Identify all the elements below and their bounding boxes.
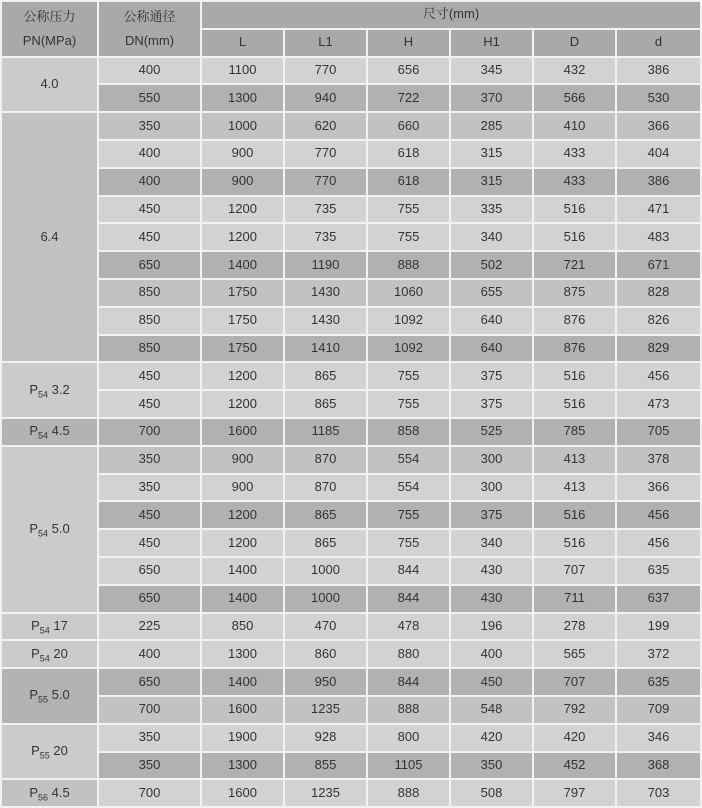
- dimension-value-cell-d: 386: [616, 168, 701, 196]
- table-row: [1, 418, 701, 446]
- dn-cell: 450: [98, 362, 201, 390]
- dn-cell: 400: [98, 640, 201, 668]
- table-row: [1, 696, 701, 724]
- dim-column-header-d: d: [616, 29, 701, 57]
- dn-cell: 850: [98, 307, 201, 335]
- dimension-value-cell-D: 721: [533, 251, 616, 279]
- dimension-value-cell-D: 413: [533, 446, 616, 474]
- dimension-value-cell-H: 554: [367, 446, 450, 474]
- dimension-value-cell-H1: 300: [450, 446, 533, 474]
- table-row: [1, 390, 701, 418]
- dimension-value-cell-d: 456: [616, 529, 701, 557]
- dimension-value-cell-d: 530: [616, 84, 701, 112]
- dimension-value-cell-L1: 1410: [284, 335, 367, 363]
- dimension-value-cell-H1: 340: [450, 529, 533, 557]
- dimension-value-cell-d: 386: [616, 57, 701, 85]
- dimension-value-cell-L1: 770: [284, 140, 367, 168]
- dimension-value-cell-L: 1300: [201, 84, 284, 112]
- table-row: [1, 168, 701, 196]
- dimension-value-cell-H: 1092: [367, 335, 450, 363]
- table-row: [1, 362, 701, 390]
- dimension-value-cell-H: 888: [367, 779, 450, 807]
- dimension-value-cell-L1: 1235: [284, 696, 367, 724]
- dn-cell: 350: [98, 724, 201, 752]
- dimension-value-cell-L: 900: [201, 168, 284, 196]
- dimension-value-cell-H1: 450: [450, 668, 533, 696]
- dimension-value-cell-H1: 300: [450, 474, 533, 502]
- dimension-value-cell-H1: 370: [450, 84, 533, 112]
- header-nominal-diameter-cn: 公称通径: [123, 8, 176, 24]
- dn-cell: 400: [98, 168, 201, 196]
- dimension-value-cell-L: 850: [201, 613, 284, 641]
- dimension-value-cell-L: 1300: [201, 752, 284, 780]
- table-row: [1, 446, 701, 474]
- dimension-value-cell-D: 516: [533, 196, 616, 224]
- table-row: [1, 779, 701, 807]
- dimension-value-cell-L1: 1235: [284, 779, 367, 807]
- table-row: [1, 84, 701, 112]
- dimension-value-cell-d: 709: [616, 696, 701, 724]
- pressure-group-cell: $P_{54}$ 20: [1, 640, 98, 668]
- dimension-value-cell-L1: 860: [284, 640, 367, 668]
- dim-column-header-H1: H1: [450, 29, 533, 57]
- table-row: [1, 307, 701, 335]
- dimension-value-cell-D: 433: [533, 140, 616, 168]
- dimension-value-cell-D: 876: [533, 307, 616, 335]
- dimension-value-cell-d: 456: [616, 362, 701, 390]
- table-row: [1, 557, 701, 585]
- header-dimensions-title: 尺寸(mm): [201, 1, 701, 29]
- dimension-value-cell-L: 1100: [201, 57, 284, 85]
- dimension-value-cell-H: 755: [367, 529, 450, 557]
- dimension-value-cell-H: 1105: [367, 752, 450, 780]
- dimension-value-cell-L: 1750: [201, 279, 284, 307]
- dimension-value-cell-D: 516: [533, 501, 616, 529]
- dimension-value-cell-L1: 950: [284, 668, 367, 696]
- dimension-value-cell-L1: 735: [284, 196, 367, 224]
- dim-column-header-H: H: [367, 29, 450, 57]
- dimension-value-cell-D: 413: [533, 474, 616, 502]
- dimension-value-cell-L: 1600: [201, 696, 284, 724]
- dimension-value-cell-d: 366: [616, 474, 701, 502]
- dimension-value-cell-d: 404: [616, 140, 701, 168]
- dimension-value-cell-H: 618: [367, 168, 450, 196]
- dimension-value-cell-D: 565: [533, 640, 616, 668]
- dimension-value-cell-H1: 285: [450, 112, 533, 140]
- dimension-value-cell-H1: 375: [450, 501, 533, 529]
- dimension-value-cell-H1: 640: [450, 307, 533, 335]
- dimension-value-cell-H1: 655: [450, 279, 533, 307]
- dn-cell: 650: [98, 668, 201, 696]
- dimension-value-cell-H: 656: [367, 57, 450, 85]
- dimension-value-cell-H1: 345: [450, 57, 533, 85]
- dimension-value-cell-H1: 420: [450, 724, 533, 752]
- dn-cell: 350: [98, 752, 201, 780]
- dimension-value-cell-L1: 1185: [284, 418, 367, 446]
- table-row: [1, 613, 701, 641]
- dn-cell: 550: [98, 84, 201, 112]
- dimension-value-cell-L1: 1430: [284, 307, 367, 335]
- dn-cell: 850: [98, 279, 201, 307]
- dimension-value-cell-L: 1750: [201, 307, 284, 335]
- dimension-value-cell-H1: 430: [450, 585, 533, 613]
- dimension-value-cell-H1: 548: [450, 696, 533, 724]
- dimension-value-cell-L: 900: [201, 140, 284, 168]
- dimension-value-cell-H1: 196: [450, 613, 533, 641]
- dimension-value-cell-d: 635: [616, 557, 701, 585]
- dimension-value-cell-L1: 1000: [284, 557, 367, 585]
- dimension-value-cell-D: 516: [533, 529, 616, 557]
- dimension-value-cell-L: 1200: [201, 362, 284, 390]
- dimension-value-cell-d: 828: [616, 279, 701, 307]
- dimension-value-cell-D: 707: [533, 668, 616, 696]
- table-body: [1, 57, 701, 808]
- table-header: [1, 1, 701, 57]
- dn-cell: 850: [98, 335, 201, 363]
- pressure-group-cell: $P_{55}$ 20: [1, 724, 98, 780]
- dn-cell: 450: [98, 501, 201, 529]
- header-nominal-pressure-cn: 公称压力: [23, 8, 76, 24]
- dimension-value-cell-H1: 350: [450, 752, 533, 780]
- dimension-value-cell-H1: 640: [450, 335, 533, 363]
- dimension-value-cell-H: 880: [367, 640, 450, 668]
- dimension-value-cell-D: 410: [533, 112, 616, 140]
- dimension-value-cell-D: 433: [533, 168, 616, 196]
- dimension-value-cell-d: 473: [616, 390, 701, 418]
- dimension-value-cell-d: 635: [616, 668, 701, 696]
- dn-cell: 650: [98, 557, 201, 585]
- dimension-value-cell-L: 1600: [201, 418, 284, 446]
- dimension-value-cell-L1: 928: [284, 724, 367, 752]
- dimension-value-cell-H: 888: [367, 696, 450, 724]
- dimension-value-cell-d: 471: [616, 196, 701, 224]
- dn-cell: 700: [98, 696, 201, 724]
- table-row: [1, 724, 701, 752]
- table-row: [1, 668, 701, 696]
- dimension-value-cell-H: 755: [367, 196, 450, 224]
- dimension-value-cell-L1: 870: [284, 446, 367, 474]
- dimension-value-cell-d: 637: [616, 585, 701, 613]
- dimension-value-cell-d: 456: [616, 501, 701, 529]
- dimension-value-cell-H: 478: [367, 613, 450, 641]
- dimension-value-cell-L1: 470: [284, 613, 367, 641]
- table-row: [1, 501, 701, 529]
- header-row-top: [1, 1, 701, 29]
- dimension-value-cell-H1: 315: [450, 168, 533, 196]
- table-row: [1, 140, 701, 168]
- dn-cell: 400: [98, 140, 201, 168]
- dimension-value-cell-L: 1200: [201, 529, 284, 557]
- pressure-group-cell: $P_{54}$ 3.2: [1, 362, 98, 418]
- dimension-value-cell-d: 705: [616, 418, 701, 446]
- dimension-value-cell-L1: 1430: [284, 279, 367, 307]
- dimension-value-cell-H1: 375: [450, 362, 533, 390]
- dimension-value-cell-L1: 855: [284, 752, 367, 780]
- dimension-value-cell-L1: 620: [284, 112, 367, 140]
- dimension-value-cell-H: 844: [367, 585, 450, 613]
- dimension-value-cell-d: 346: [616, 724, 701, 752]
- table-row: [1, 223, 701, 251]
- dimension-value-cell-L: 1400: [201, 251, 284, 279]
- dimension-value-cell-L1: 770: [284, 57, 367, 85]
- header-nominal-pressure: [1, 1, 98, 57]
- dimension-value-cell-H: 755: [367, 362, 450, 390]
- dimension-value-cell-H: 888: [367, 251, 450, 279]
- table-row: [1, 57, 701, 85]
- dimension-value-cell-D: 420: [533, 724, 616, 752]
- dimension-value-cell-H: 844: [367, 557, 450, 585]
- dimension-value-cell-H: 722: [367, 84, 450, 112]
- pressure-group-cell: $P_{54}$ 5.0: [1, 446, 98, 613]
- dimension-value-cell-d: 199: [616, 613, 701, 641]
- table-row: [1, 752, 701, 780]
- dimension-value-cell-L1: 865: [284, 390, 367, 418]
- dimension-value-cell-d: 826: [616, 307, 701, 335]
- dimension-value-cell-L1: 770: [284, 168, 367, 196]
- table-row: [1, 279, 701, 307]
- dimension-value-cell-d: 368: [616, 752, 701, 780]
- dimension-value-cell-H: 755: [367, 390, 450, 418]
- pressure-group-cell: 4.0: [1, 57, 98, 113]
- dimension-value-cell-H: 1092: [367, 307, 450, 335]
- dimension-value-cell-L: 1400: [201, 668, 284, 696]
- pressure-group-cell: $P_{55}$ 5.0: [1, 668, 98, 724]
- dimension-value-cell-L: 1400: [201, 557, 284, 585]
- dimension-value-cell-H1: 375: [450, 390, 533, 418]
- dn-cell: 650: [98, 585, 201, 613]
- pressure-group-cell: $P_{56}$ 4.5: [1, 779, 98, 807]
- pressure-group-cell: 6.4: [1, 112, 98, 362]
- dimension-value-cell-d: 483: [616, 223, 701, 251]
- dim-column-header-L1: L1: [284, 29, 367, 57]
- table-row: [1, 112, 701, 140]
- table-row: [1, 529, 701, 557]
- dimension-value-cell-L1: 940: [284, 84, 367, 112]
- dimension-value-cell-H: 858: [367, 418, 450, 446]
- dimension-value-cell-L: 1300: [201, 640, 284, 668]
- dimension-value-cell-D: 792: [533, 696, 616, 724]
- dimension-value-cell-H: 755: [367, 223, 450, 251]
- dimension-value-cell-d: 829: [616, 335, 701, 363]
- table-row: [1, 640, 701, 668]
- dimension-value-cell-H: 755: [367, 501, 450, 529]
- pressure-group-cell: $P_{54}$ 17: [1, 613, 98, 641]
- dimension-value-cell-H1: 315: [450, 140, 533, 168]
- dimension-value-cell-H: 1060: [367, 279, 450, 307]
- dimension-value-cell-L: 1750: [201, 335, 284, 363]
- dimension-value-cell-H1: 502: [450, 251, 533, 279]
- header-nominal-diameter: [98, 1, 201, 57]
- dimension-value-cell-D: 278: [533, 613, 616, 641]
- dimension-value-cell-D: 876: [533, 335, 616, 363]
- dimension-value-cell-D: 432: [533, 57, 616, 85]
- table-row: [1, 585, 701, 613]
- dimension-value-cell-d: 703: [616, 779, 701, 807]
- dimension-value-cell-H1: 430: [450, 557, 533, 585]
- dimension-value-cell-L1: 1190: [284, 251, 367, 279]
- dimension-value-cell-H1: 525: [450, 418, 533, 446]
- dn-cell: 400: [98, 57, 201, 85]
- dimension-value-cell-L1: 865: [284, 529, 367, 557]
- dimension-value-cell-H1: 400: [450, 640, 533, 668]
- dimension-value-cell-D: 452: [533, 752, 616, 780]
- dn-cell: 450: [98, 529, 201, 557]
- dimension-value-cell-H1: 508: [450, 779, 533, 807]
- table-row: [1, 196, 701, 224]
- dn-cell: 225: [98, 613, 201, 641]
- dn-cell: 700: [98, 418, 201, 446]
- dn-cell: 350: [98, 446, 201, 474]
- header-nominal-diameter-unit: DN(mm): [124, 32, 175, 48]
- dn-cell: 350: [98, 474, 201, 502]
- table-row: [1, 251, 701, 279]
- dimension-value-cell-d: 366: [616, 112, 701, 140]
- dimension-value-cell-D: 516: [533, 223, 616, 251]
- dn-cell: 700: [98, 779, 201, 807]
- dim-column-header-D: D: [533, 29, 616, 57]
- dimension-value-cell-d: 372: [616, 640, 701, 668]
- dimension-value-cell-D: 875: [533, 279, 616, 307]
- dimension-value-cell-L: 1200: [201, 501, 284, 529]
- dimension-value-cell-L1: 870: [284, 474, 367, 502]
- dn-cell: 450: [98, 223, 201, 251]
- dimension-value-cell-L: 1900: [201, 724, 284, 752]
- dimension-value-cell-L: 1400: [201, 585, 284, 613]
- dimension-value-cell-L: 1600: [201, 779, 284, 807]
- header-nominal-pressure-unit: PN(MPa): [22, 32, 77, 48]
- dimension-value-cell-H: 554: [367, 474, 450, 502]
- dimension-value-cell-L: 900: [201, 446, 284, 474]
- dimension-value-cell-D: 711: [533, 585, 616, 613]
- dimension-value-cell-L1: 865: [284, 501, 367, 529]
- dimension-value-cell-L: 900: [201, 474, 284, 502]
- dim-column-header-L: L: [201, 29, 284, 57]
- dimension-value-cell-L: 1200: [201, 223, 284, 251]
- dimension-value-cell-D: 797: [533, 779, 616, 807]
- dimension-value-cell-D: 516: [533, 390, 616, 418]
- dimension-value-cell-d: 378: [616, 446, 701, 474]
- dn-cell: 650: [98, 251, 201, 279]
- dn-cell: 350: [98, 112, 201, 140]
- dimension-value-cell-H1: 340: [450, 223, 533, 251]
- dimension-value-cell-L1: 1000: [284, 585, 367, 613]
- dimension-value-cell-L1: 865: [284, 362, 367, 390]
- dn-cell: 450: [98, 196, 201, 224]
- dimension-value-cell-D: 516: [533, 362, 616, 390]
- dimension-value-cell-d: 671: [616, 251, 701, 279]
- dimension-value-cell-D: 785: [533, 418, 616, 446]
- dimension-value-cell-L: 1200: [201, 390, 284, 418]
- dimension-value-cell-H: 800: [367, 724, 450, 752]
- dimension-value-cell-D: 566: [533, 84, 616, 112]
- table-row: [1, 474, 701, 502]
- dimension-value-cell-H: 618: [367, 140, 450, 168]
- table-row: [1, 335, 701, 363]
- dimension-value-cell-L: 1000: [201, 112, 284, 140]
- dimension-value-cell-L1: 735: [284, 223, 367, 251]
- dn-cell: 450: [98, 390, 201, 418]
- dimension-value-cell-D: 707: [533, 557, 616, 585]
- pressure-group-cell: $P_{54}$ 4.5: [1, 418, 98, 446]
- dimension-value-cell-H: 844: [367, 668, 450, 696]
- dimension-value-cell-H: 660: [367, 112, 450, 140]
- dimension-value-cell-L: 1200: [201, 196, 284, 224]
- dimension-value-cell-H1: 335: [450, 196, 533, 224]
